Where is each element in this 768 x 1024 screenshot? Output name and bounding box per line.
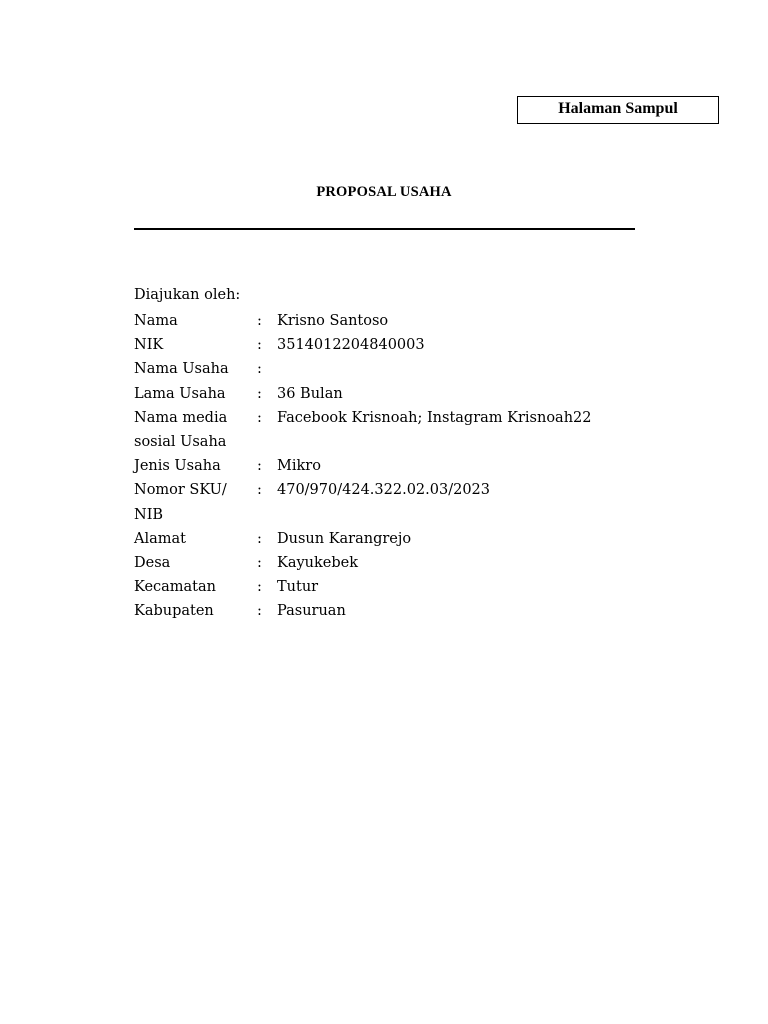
info-separator: : [257, 555, 262, 572]
info-value: Pasuruan [277, 603, 346, 620]
info-value: 470/970/424.322.02.03/2023 [277, 482, 490, 499]
info-value: 3514012204840003 [277, 337, 425, 354]
info-separator: : [257, 361, 262, 378]
info-value: Krisno Santoso [277, 313, 389, 329]
info-label: Lama Usaha [134, 385, 226, 402]
info-row-kabupaten [134, 599, 654, 623]
info-value: Facebook Krisnoah; Instagram Krisnoah22 [277, 409, 592, 426]
info-value: Dusun Karangrejo [277, 530, 412, 547]
info-label: Nama media sosial Usaha [134, 409, 228, 451]
info-label: Alamat [134, 530, 186, 547]
cover-page-label-text: Halaman Sampul [558, 100, 678, 117]
info-separator: : [257, 482, 262, 499]
title-underline-divider [134, 228, 635, 230]
info-value: 36 Bulan [277, 385, 343, 402]
info-label: Desa [134, 555, 171, 572]
info-separator: : [257, 579, 262, 596]
applicant-info-list [134, 309, 654, 624]
info-row-nomor-sku-nib [134, 478, 654, 526]
info-row-alamat [134, 527, 654, 551]
info-label: Kabupaten [134, 603, 214, 620]
info-separator: : [257, 603, 262, 620]
info-separator: : [257, 385, 262, 402]
info-separator: : [257, 409, 262, 426]
info-separator: : [257, 530, 262, 547]
info-row-kecamatan [134, 575, 654, 599]
info-label: Nomor SKU/ NIB [134, 482, 227, 523]
info-value: Mikro [277, 458, 321, 475]
info-row-jenis-usaha [134, 454, 654, 478]
cover-page-label [517, 96, 719, 124]
document-title: PROPOSAL USAHA [316, 184, 452, 200]
info-label: Nama [134, 313, 178, 329]
info-row-media-sosial [134, 406, 654, 454]
info-row-nama-usaha [134, 357, 654, 381]
submitted-by-heading: Diajukan oleh: [134, 287, 241, 303]
info-label: Nama Usaha [134, 361, 229, 378]
info-value: Kayukebek [277, 555, 359, 572]
info-separator: : [257, 458, 262, 475]
info-label: Jenis Usaha [134, 458, 221, 475]
info-label: NIK [134, 337, 164, 354]
info-row-nik [134, 333, 654, 357]
info-value: Tutur [277, 579, 319, 596]
info-label: Kecamatan [134, 579, 216, 596]
info-separator: : [257, 337, 262, 354]
info-row-nama [134, 309, 654, 333]
info-row-desa [134, 551, 654, 575]
info-row-lama-usaha [134, 382, 654, 406]
info-separator: : [257, 313, 262, 329]
